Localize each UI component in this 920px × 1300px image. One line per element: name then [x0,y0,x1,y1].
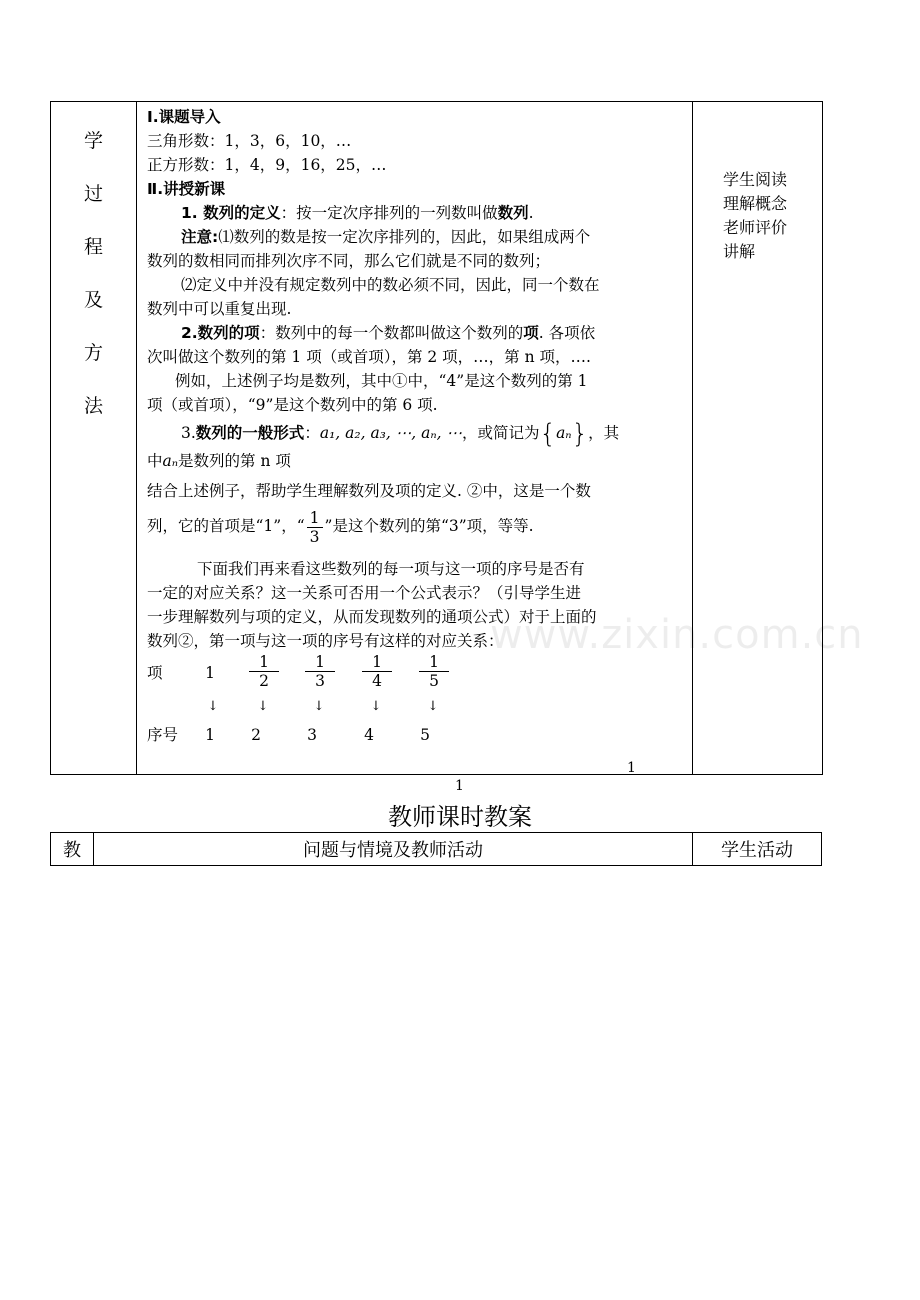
triangle-numbers: 三角形数：1，3，6，10，… [147,132,352,150]
index-value: 3 [307,726,317,744]
general-text: ，或简记为 [462,424,540,442]
index-value: 2 [251,726,261,744]
note-label: 注意: [181,228,219,246]
side-char: 学 [83,130,103,152]
inner-page-number: 1 [627,760,636,776]
combine-text-2: ”是这个数列的第“3”项，等等. [324,517,534,535]
student-note-line: 老师评价 [723,218,788,237]
section1-heading: Ⅰ.课题导入 [147,108,221,126]
example-line-a: 例如，上述例子均是数列，其中①中，“4”是这个数列的第 1 [175,372,588,390]
term-text-a: ：数列中的每一个数都叫做这个数列的 [259,324,524,342]
brace-var: aₙ [556,424,572,442]
general-form-line2 [147,449,686,473]
term-text-b: . 各项依 [538,324,596,342]
header-col-teach: 教 [51,833,94,866]
brace-right: } [571,419,589,449]
side-char: 及 [83,289,103,311]
general-title: 数列的一般形式 [195,424,305,442]
next-line-b: 一定的对应关系？这一关系可否用一个公式表示？（引导学生进 [147,584,582,602]
index-value: 5 [420,726,430,744]
term-bold: 项 [523,324,539,342]
general-line2-b: 是数列的第 n 项 [178,452,291,470]
term-line-c: 次叫做这个数列的第 1 项（或首项），第 2 项，…，第 n 项，…. [147,348,591,366]
note1-text-a: ⑴数列的数是按一定次序排列的，因此，如果组成两个 [218,228,591,246]
document-title: 教师课时教案 [388,803,532,831]
term-value: 1 [205,664,215,682]
term-value: $\frac{1}{4}$ [362,653,392,690]
definition-text: ：按一定次序排列的一列数叫做 [280,204,498,222]
fraction-one-third [307,509,323,546]
note1-line-a [147,225,686,249]
arrow-down-icon: ↓ [427,699,439,714]
index-row-label: 序号 [147,726,179,744]
brace-left: { [539,419,557,449]
general-end: ，其 [588,424,620,442]
student-note-line: 理解概念 [723,194,788,213]
side-char: 方 [83,342,103,364]
general-formula: a₁, a₂, a₃, ⋯, aₙ, ⋯ [319,424,462,442]
term-row-label: 项 [147,664,163,682]
section2-heading: Ⅱ.讲授新课 [147,180,226,198]
term-value: $\frac{1}{5}$ [419,653,449,690]
term-value: $\frac{1}{3}$ [305,653,335,690]
index-value: 1 [205,726,215,744]
student-note-line: 讲解 [723,242,756,261]
square-numbers: 正方形数：1，4，9，16，25，… [147,156,387,174]
general-line2-a: 中 [147,452,163,470]
term-value: $\frac{1}{2}$ [249,653,279,690]
watermark: www.zixin.com.cn [490,612,864,658]
next-line-a: 下面我们再来看这些数列的每一项与这一项的序号是否有 [197,560,585,578]
correspondence-table [147,653,686,753]
general-colon: ： [304,424,320,442]
combine-text-1: 列，它的首项是“1”，“ [147,517,305,535]
side-label [51,102,136,444]
general-form-line [147,417,686,449]
definition-line [147,201,686,225]
student-note-line: 学生阅读 [723,170,788,189]
index-value: 4 [364,726,374,744]
side-char: 程 [83,236,103,258]
header-col-problem: 问题与情境及教师活动 [94,833,693,866]
process-method-cell [51,102,137,775]
definition-end: . [528,204,534,222]
term-title: 2.数列的项 [181,324,260,342]
arrow-down-icon: ↓ [313,699,325,714]
definition-title: 1. 数列的定义 [181,204,281,222]
student-notes [693,102,822,264]
note1-line-b: 数列的数相同而排列次序不同，那么它们就是不同的数列； [147,252,551,270]
term-line-a [147,321,686,345]
content-cell [137,102,693,775]
fraction-denominator: 3 [309,527,320,546]
definition-term: 数列 [497,204,529,222]
side-char: 法 [83,395,103,417]
example-line-b: 项（或首项），“9”是这个数列中的第 6 项. [147,396,438,414]
next-line-d: 数列②，第一项与这一项的序号有这样的对应关系： [147,632,504,650]
arrow-down-icon: ↓ [207,699,219,714]
lesson-header-table [50,832,822,866]
general-line2-var: aₙ [162,452,179,470]
header-col-student: 学生活动 [693,833,822,866]
arrow-down-icon: ↓ [370,699,382,714]
combine-line-a: 结合上述例子，帮助学生理解数列及项的定义. ②中，这是一个数 [147,482,591,500]
fraction-numerator: 1 [307,509,323,528]
side-char: 过 [83,183,103,205]
page-number: 1 [455,778,464,794]
combine-line-b [147,503,686,549]
general-num: 3. [181,424,196,442]
next-line-c: 一步理解数列与项的定义，从而发现数列的通项公式）对于上面的 [147,608,597,626]
student-activity-cell [693,102,823,775]
lesson-table [50,101,823,775]
note2-line-b: 数列中可以重复出现. [147,300,292,318]
note2-line-a: ⑵定义中并没有规定数列中的数必须不同，因此，同一个数在 [181,276,600,294]
arrow-down-icon: ↓ [257,699,269,714]
